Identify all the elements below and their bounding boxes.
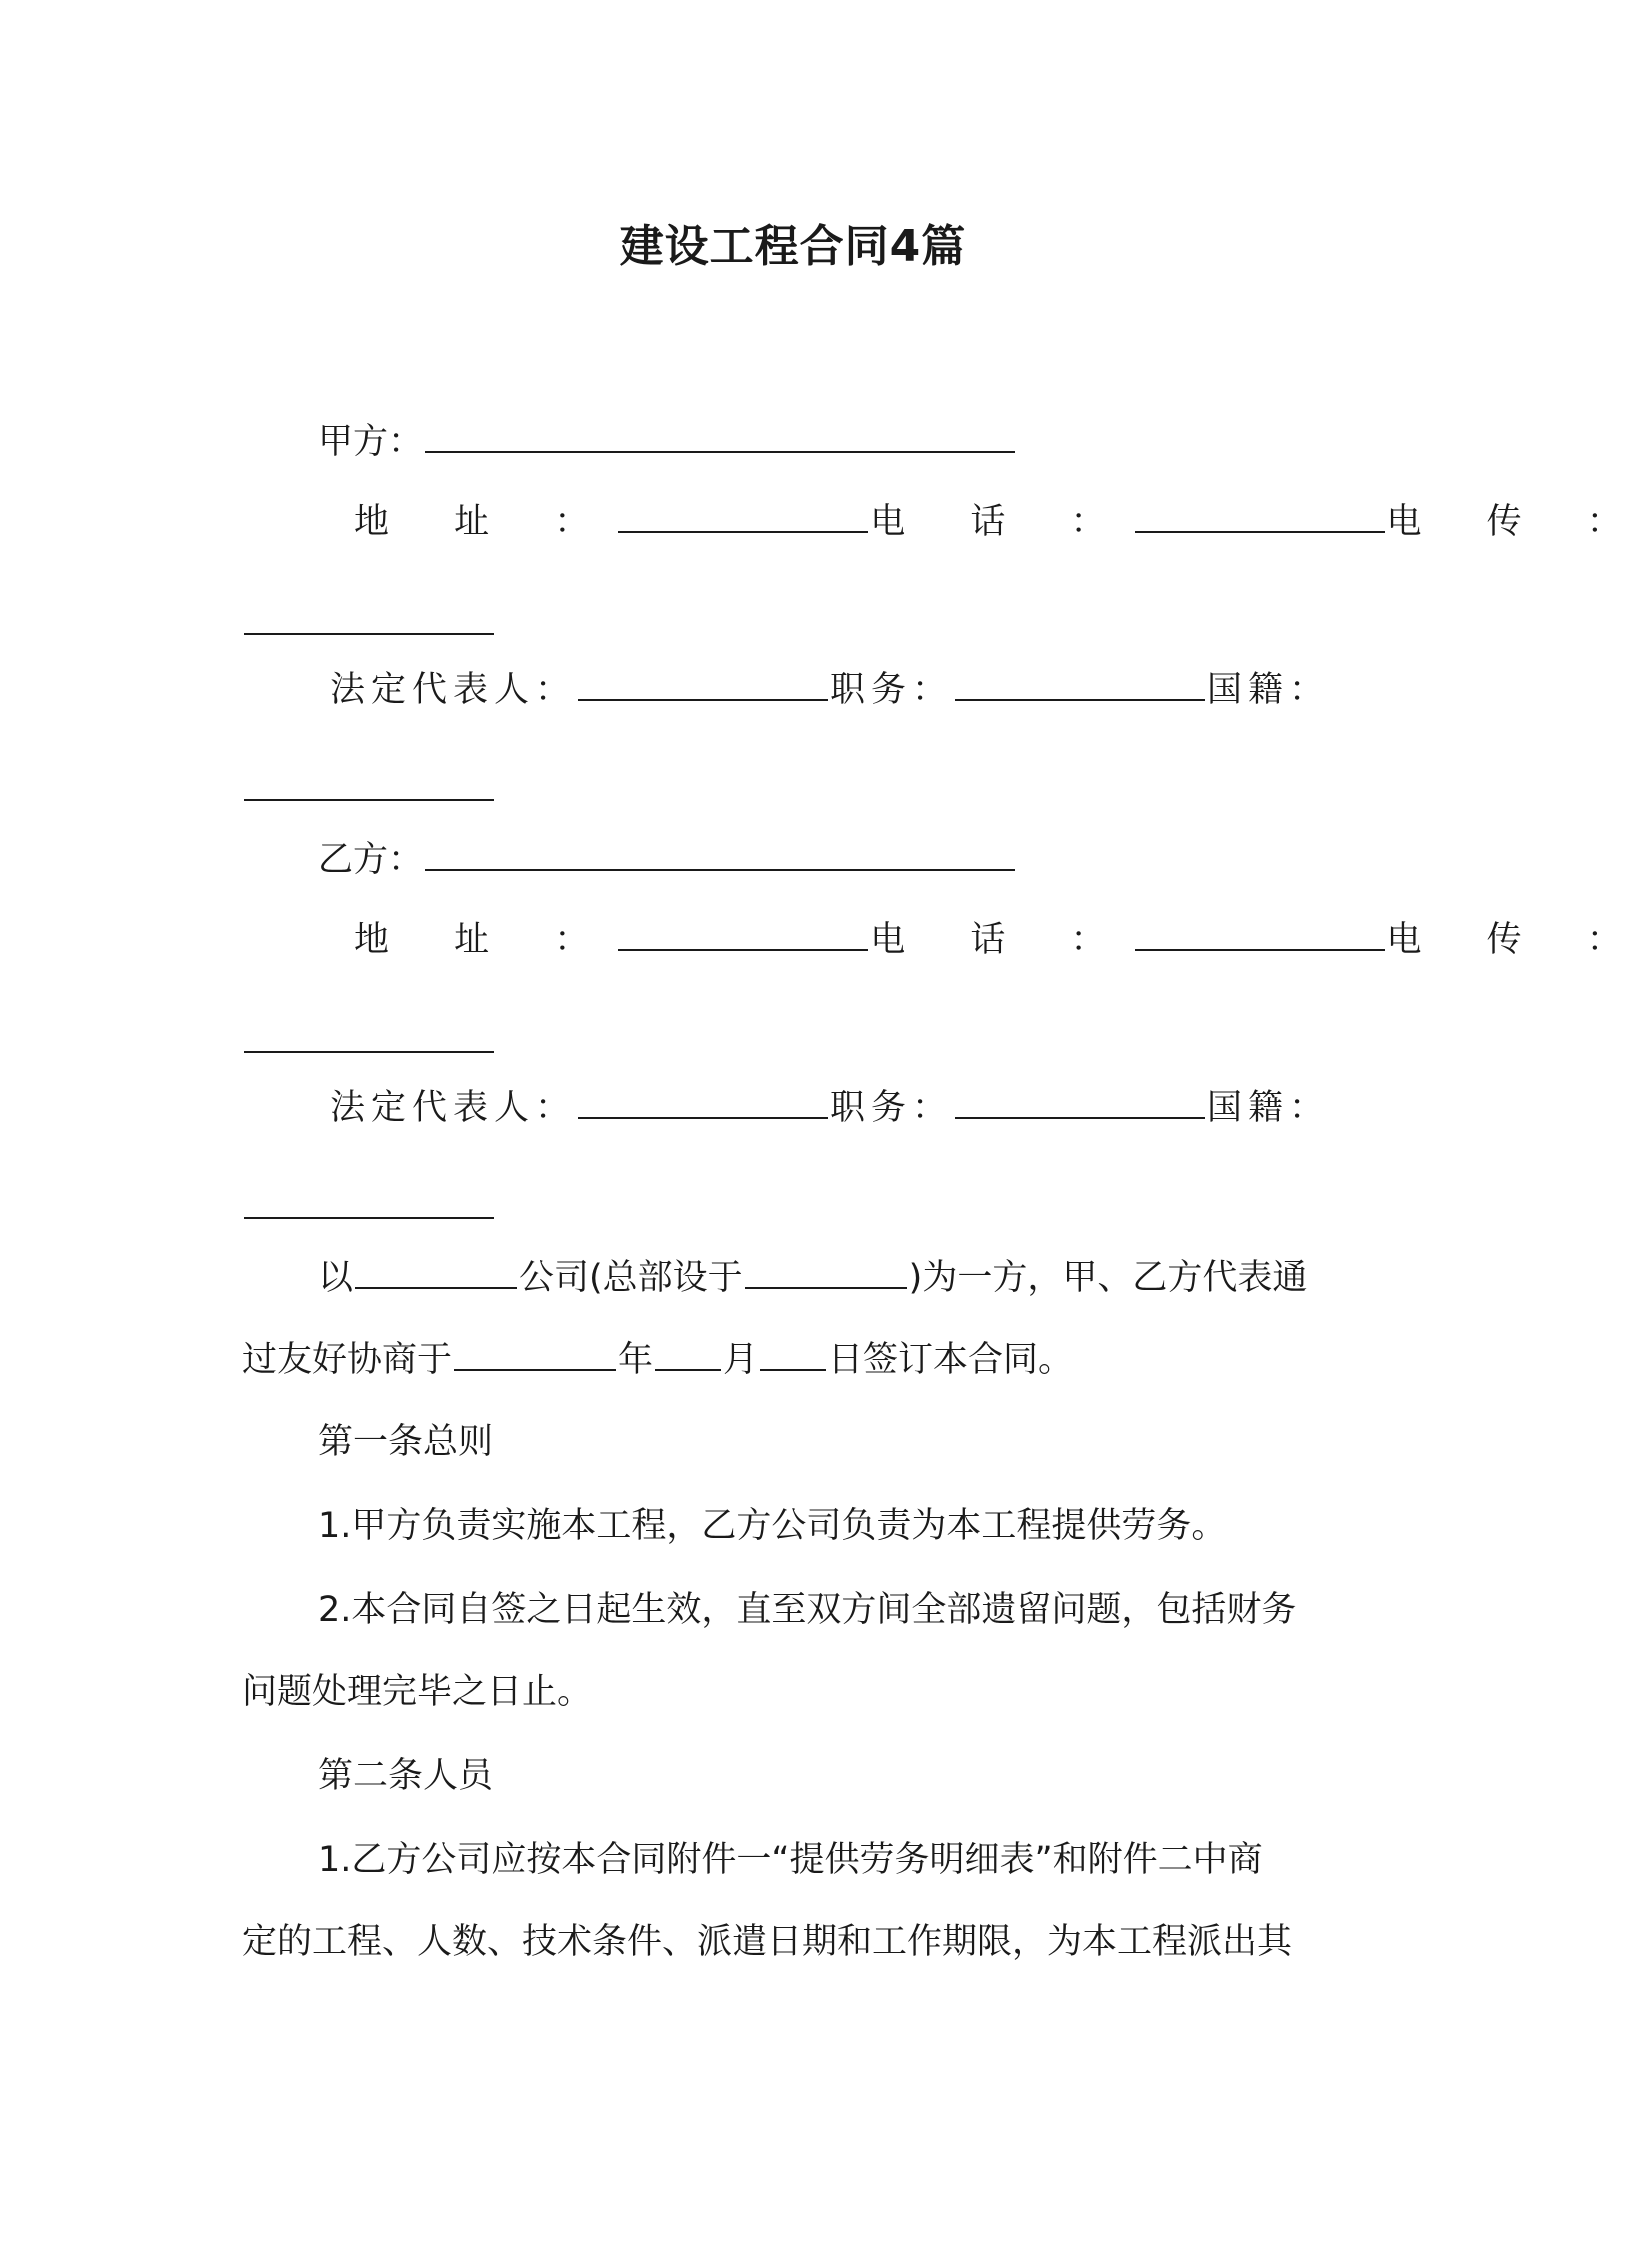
party-b-legal-rep-blank: [578, 1117, 828, 1119]
intro-text-2c: 月: [723, 1340, 759, 1380]
party-b-address-label: 地 址 ：: [354, 920, 617, 960]
document-title: 建设工程合同4篇: [619, 221, 967, 272]
intro-headquarters-blank: [745, 1287, 907, 1289]
party-b-position-blank: [955, 1117, 1205, 1119]
article-1-item-2-line-2: 问题处理完毕之日止。: [242, 1672, 593, 1712]
intro-text-2a: 过友好协商于: [242, 1340, 453, 1380]
article-1-heading: 第一条总则: [318, 1422, 494, 1462]
party-b-fax-label: 电 传 ：: [1386, 920, 1649, 960]
party-a-nationality-blank: [244, 799, 494, 801]
party-a-label: 甲方：: [318, 422, 424, 462]
intro-year-blank: [454, 1369, 616, 1371]
party-a-fax-label: 电 传 ：: [1386, 502, 1649, 542]
intro-text-2d: 日签订本合同。: [828, 1340, 1074, 1380]
party-a-address-label: 地 址 ：: [354, 502, 617, 542]
party-a-blank: [425, 451, 1015, 453]
article-1-item-2-line-1: 2.本合同自签之日起生效，直至双方间全部遗留问题，包括财务: [318, 1590, 1297, 1630]
party-b-blank: [425, 869, 1015, 871]
party-a-contact-line: [354, 494, 1649, 550]
party-b-nationality-label: 国籍：: [1207, 1088, 1331, 1128]
article-2-item-1-line-2: 定的工程、人数、技术条件、派遣日期和工作期限，为本工程派出其: [242, 1922, 1293, 1962]
intro-month-blank: [655, 1369, 721, 1371]
party-b-legal-rep-label: 法定代表人：: [330, 1088, 577, 1128]
party-a-position-label: 职务：: [830, 670, 954, 710]
party-b-phone-blank: [1135, 949, 1385, 951]
intro-text-1a: 以: [318, 1258, 354, 1298]
party-a-phone-blank: [1135, 531, 1385, 533]
party-b-position-label: 职务：: [830, 1088, 954, 1128]
intro-line-2: [242, 1332, 1073, 1388]
party-b-line: [318, 832, 1017, 888]
intro-text-1b: 公司(总部设于: [519, 1258, 743, 1298]
party-b-nationality-blank: [244, 1217, 494, 1219]
article-2-item-1-line-1: 1.乙方公司应按本合同附件一“提供劳务明细表”和附件二中商: [318, 1840, 1263, 1880]
intro-day-blank: [760, 1369, 826, 1371]
article-2-heading: 第二条人员: [318, 1756, 494, 1796]
party-a-legal-rep-label: 法定代表人：: [330, 670, 577, 710]
party-b-rep-line: [330, 1080, 1330, 1136]
party-b-nationality-line: [242, 1180, 496, 1236]
intro-company-blank: [355, 1287, 517, 1289]
party-a-nationality-line: [242, 762, 496, 818]
party-a-fax-line: [242, 596, 496, 652]
party-a-phone-label: 电 话 ：: [870, 502, 1133, 542]
party-a-legal-rep-blank: [578, 699, 828, 701]
party-a-address-blank: [618, 531, 868, 533]
party-b-phone-label: 电 话 ：: [870, 920, 1133, 960]
party-b-label: 乙方：: [318, 840, 424, 880]
party-a-line: [318, 414, 1017, 470]
party-b-contact-line: [354, 912, 1649, 968]
party-b-fax-blank: [244, 1051, 494, 1053]
intro-text-1c: )为一方，甲、乙方代表通: [908, 1258, 1308, 1298]
party-a-rep-line: [330, 662, 1330, 718]
party-a-position-blank: [955, 699, 1205, 701]
party-b-fax-line: [242, 1014, 496, 1070]
party-a-nationality-label: 国籍：: [1207, 670, 1331, 710]
article-1-item-1: 1.甲方负责实施本工程，乙方公司负责为本工程提供劳务。: [318, 1506, 1227, 1546]
intro-text-2b: 年: [618, 1340, 654, 1380]
party-b-address-blank: [618, 949, 868, 951]
party-a-fax-blank: [244, 633, 494, 635]
intro-line-1: [318, 1250, 1307, 1306]
